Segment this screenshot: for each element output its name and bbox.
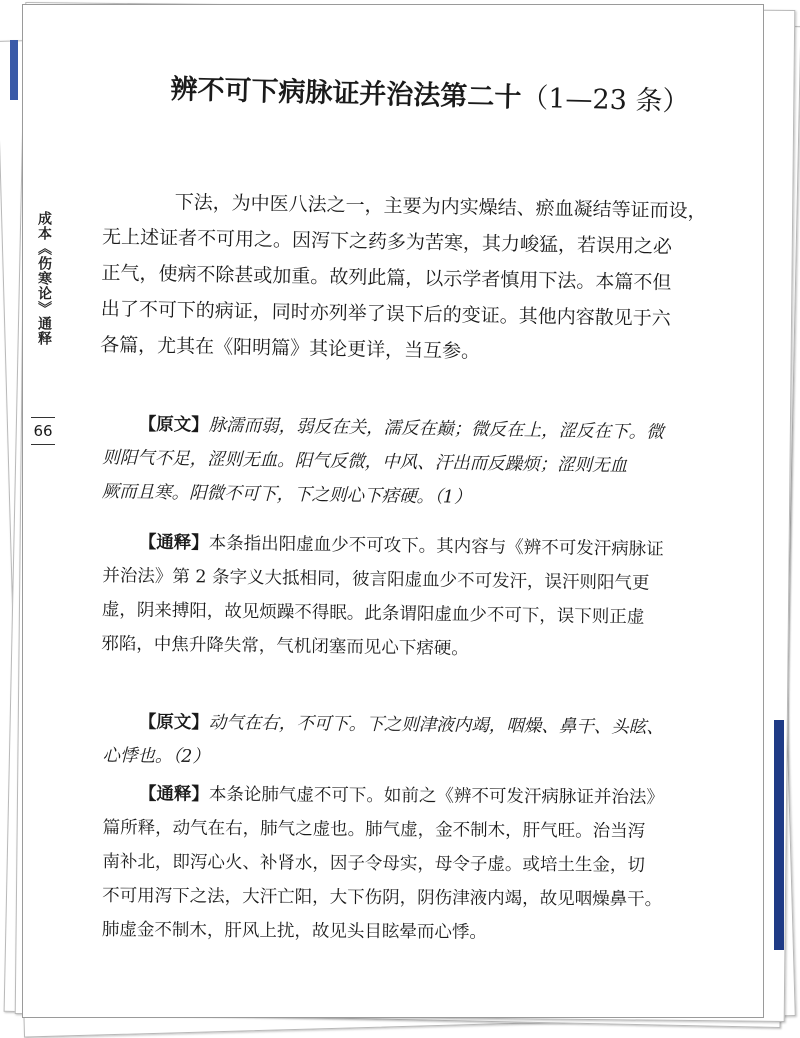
explanation-1 (101, 525, 763, 670)
page-number: 66 (33, 422, 53, 440)
cover-edge (10, 40, 18, 100)
running-head: 成本《伤寒论》通释 (36, 211, 52, 346)
section-tag: 【通释】 (138, 784, 209, 805)
text-line: 无上述证者不可用之。因泻下之药多为苦寒，其力峻猛，若误用之必 (101, 225, 673, 258)
section-tag: 【通释】 (138, 532, 209, 554)
explanation-2 (102, 777, 763, 952)
book-page (22, 4, 764, 1018)
text-line: 南补北，即泻心火、补肾水，因子令母实，母令子虚。或培土生金，切 (102, 851, 645, 876)
line-text: 本条论肺气虚不可下。如前之《辨不可发汗病脉证并治法》 (208, 784, 664, 808)
text-line: 虚，阴来搏阳，故见烦躁不得眠。此条谓阳虚血少不可下，误下则正虚 (101, 599, 645, 628)
text-line: 厥而且寒。阳微不可下，下之则心下痞硬。（1） (101, 481, 472, 508)
section-tag: 【原文】 (138, 414, 209, 436)
intro-paragraph (100, 183, 763, 374)
divider (31, 417, 55, 418)
text-line: 则阳气不足，涩则无血。阳气反微，中风、汗出而反躁烦；涩则无血 (102, 447, 628, 477)
chapter-title-main: 辨不可下病脉证并治法第二十 (170, 73, 522, 114)
chapter-title (170, 67, 764, 121)
line-text: 脉濡而弱，弱反在关，濡反在巅；微反在上，涩反在下。微 (208, 415, 664, 443)
text-line: 正气，使病不除甚或加重。故列此篇，以示学者慎用下法。本篇不但 (101, 261, 672, 294)
chapter-range: （1—23 条） (520, 82, 690, 118)
page-number-block (29, 413, 57, 449)
divider (31, 444, 55, 445)
cover-edge (774, 720, 784, 950)
text-line (103, 777, 763, 816)
text-line: 心悸也。（2） (102, 745, 210, 768)
original-text-2 (102, 705, 763, 780)
section-tag: 【原文】 (138, 712, 209, 734)
text-line: 出了不可下的病证，同时亦列举了误下后的变证。其他内容散见于六 (100, 297, 671, 330)
text-line: 邪陷，中焦升降失常，气机闭塞而见心下痞硬。 (101, 633, 469, 660)
text-line: 下法，为中医八法之一，主要为内实燥结、瘀血凝结等证而设， (174, 191, 707, 223)
original-text-1 (101, 407, 763, 519)
text-line: 各篇，尤其在《阳明篇》其论更详，当互参。 (99, 333, 481, 363)
line-text: 动气在右，不可下。下之则津液内竭，咽燥、鼻干、头眩、 (208, 713, 664, 738)
text-line: 篇所释，动气在右，肺气之虚也。肺气虚，金不制木，肝气旺。治当泻 (102, 817, 646, 842)
text-line: 肺虚金不制木，肝风上扰，故见头目眩晕而心悸。 (101, 919, 487, 943)
text-line: 并治法》第 2 条字义大抵相同，彼言阳虚血少不可发汗，误汗则阳气更 (102, 565, 650, 594)
line-text: 本条指出阳虚血少不可攻下。其内容与《辨不可发汗病脉证 (208, 533, 664, 560)
text-line: 不可用泻下之法，大汗亡阳，大下伤阴，阴伤津液内竭，故见咽燥鼻干。 (102, 885, 663, 910)
